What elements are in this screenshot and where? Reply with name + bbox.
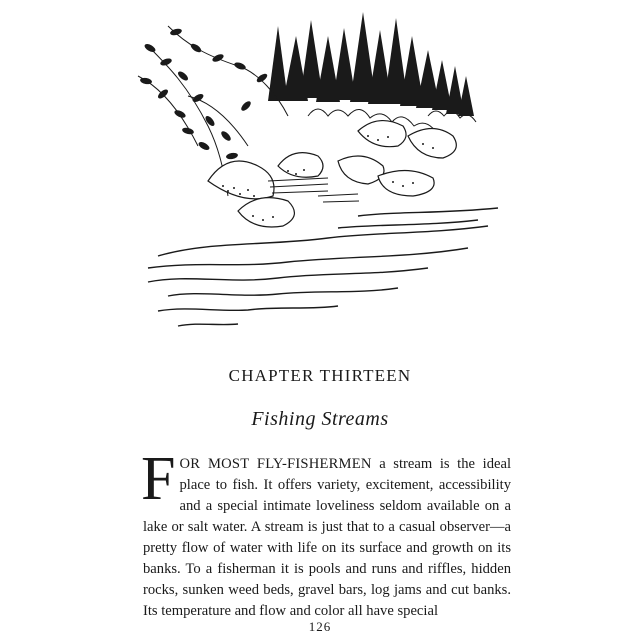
water-flow-lines <box>148 208 498 326</box>
leaves <box>140 28 269 160</box>
chapter-heading: CHAPTER THIRTEEN <box>228 366 412 385</box>
body-text-content: a stream is the ideal place to fish. It offers variety, excitement, accessibility and a special intimate loveliness seldom available on a lake or salt water. A stream is just that to a casual observer—a pretty flow of water with life on its surface and growth on its banks. To a fisherman it is pools and runs and riffles, hidden rocks, sunken weed beds, gravel bars, log jams and cut banks. Its temperature and flow and color all have special <box>143 456 511 619</box>
drop-cap: F <box>141 445 176 513</box>
body-paragraph <box>141 445 511 622</box>
stream-landscape-illustration <box>128 6 512 336</box>
chapter-title: Fishing Streams <box>251 408 389 430</box>
lead-small-caps: OR MOST FLY-FISHERMEN <box>179 456 372 472</box>
rocks <box>208 121 456 227</box>
page-number: 126 <box>308 619 332 634</box>
waterfall <box>268 178 359 202</box>
pine-trees <box>268 12 474 116</box>
